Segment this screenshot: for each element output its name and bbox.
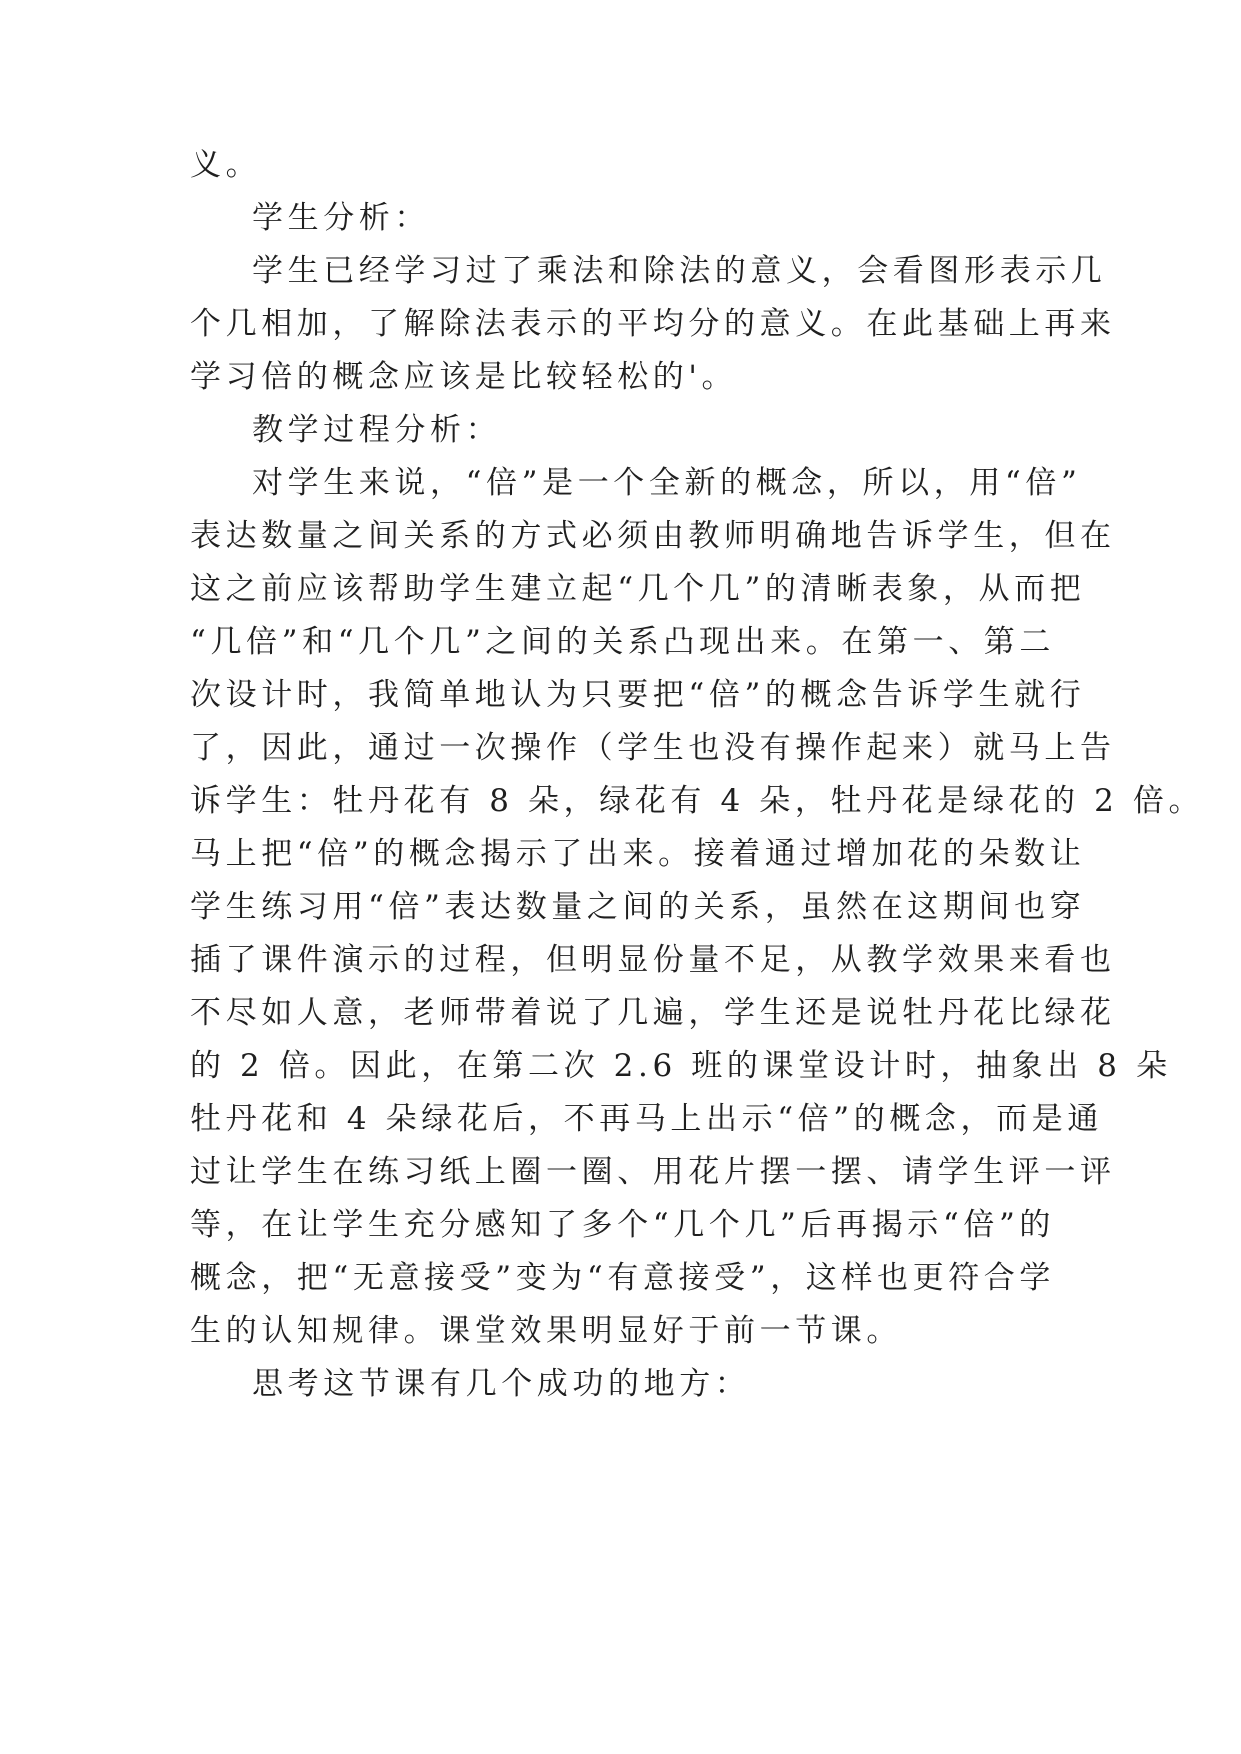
text-line-14: 马上把“倍”的概念揭示了出来。接着通过增加花的朵数让 — [190, 836, 1086, 872]
text-line-9: 这之前应该帮助学生建立起“几个几”的清晰表象，从而把 — [190, 571, 1086, 607]
text-line-22: 概念，把“无意接受”变为“有意接受”，这样也更符合学 — [190, 1260, 1055, 1296]
text-line-17: 不尽如人意，老师带着说了几遍，学生还是说牡丹花比绿花 — [190, 995, 1116, 1031]
text-line-1: 义。 — [190, 147, 262, 183]
text-line-18: 的 2 倍。因此，在第二次 2.6 班的课堂设计时，抽象出 8 朵 — [190, 1048, 1172, 1084]
heading-student-analysis: 学生分析： — [252, 200, 430, 236]
text-line-5: 学习倍的概念应该是比较轻松的'。 — [190, 359, 738, 395]
heading-teaching-process-analysis: 教学过程分析： — [252, 412, 502, 448]
text-line-20: 过让学生在练习纸上圈一圈、用花片摆一摆、请学生评一评 — [190, 1154, 1116, 1190]
heading-reflection: 思考这节课有几个成功的地方： — [252, 1366, 751, 1402]
text-line-13: 诉学生：牡丹花有 8 朵，绿花有 4 朵，牡丹花是绿花的 2 倍。 — [190, 783, 1205, 819]
text-line-15: 学生练习用“倍”表达数量之间的关系，虽然在这期间也穿 — [190, 889, 1086, 925]
text-line-7: 对学生来说，“倍”是一个全新的概念，所以，用“倍” — [252, 465, 1082, 501]
text-line-12: 了，因此，通过一次操作（学生也没有操作起来）就马上告 — [190, 730, 1116, 766]
text-line-19: 牡丹花和 4 朵绿花后，不再马上出示“倍”的概念，而是通 — [190, 1101, 1103, 1137]
text-line-21: 等，在让学生充分感知了多个“几个几”后再揭示“倍”的 — [190, 1207, 1055, 1243]
text-line-11: 次设计时，我简单地认为只要把“倍”的概念告诉学生就行 — [190, 677, 1086, 713]
text-line-8: 表达数量之间关系的方式必须由教师明确地告诉学生，但在 — [190, 518, 1116, 554]
text-line-10: “几倍”和“几个几”之间的关系凸现出来。在第一、第二 — [190, 624, 1055, 660]
text-line-16: 插了课件演示的过程，但明显份量不足，从教学效果来看也 — [190, 942, 1116, 978]
text-line-4: 个几相加，了解除法表示的平均分的意义。在此基础上再来 — [190, 306, 1116, 342]
text-line-23: 生的认知规律。课堂效果明显好于前一节课。 — [190, 1313, 902, 1349]
text-line-3: 学生已经学习过了乘法和除法的意义，会看图形表示几 — [252, 253, 1107, 289]
